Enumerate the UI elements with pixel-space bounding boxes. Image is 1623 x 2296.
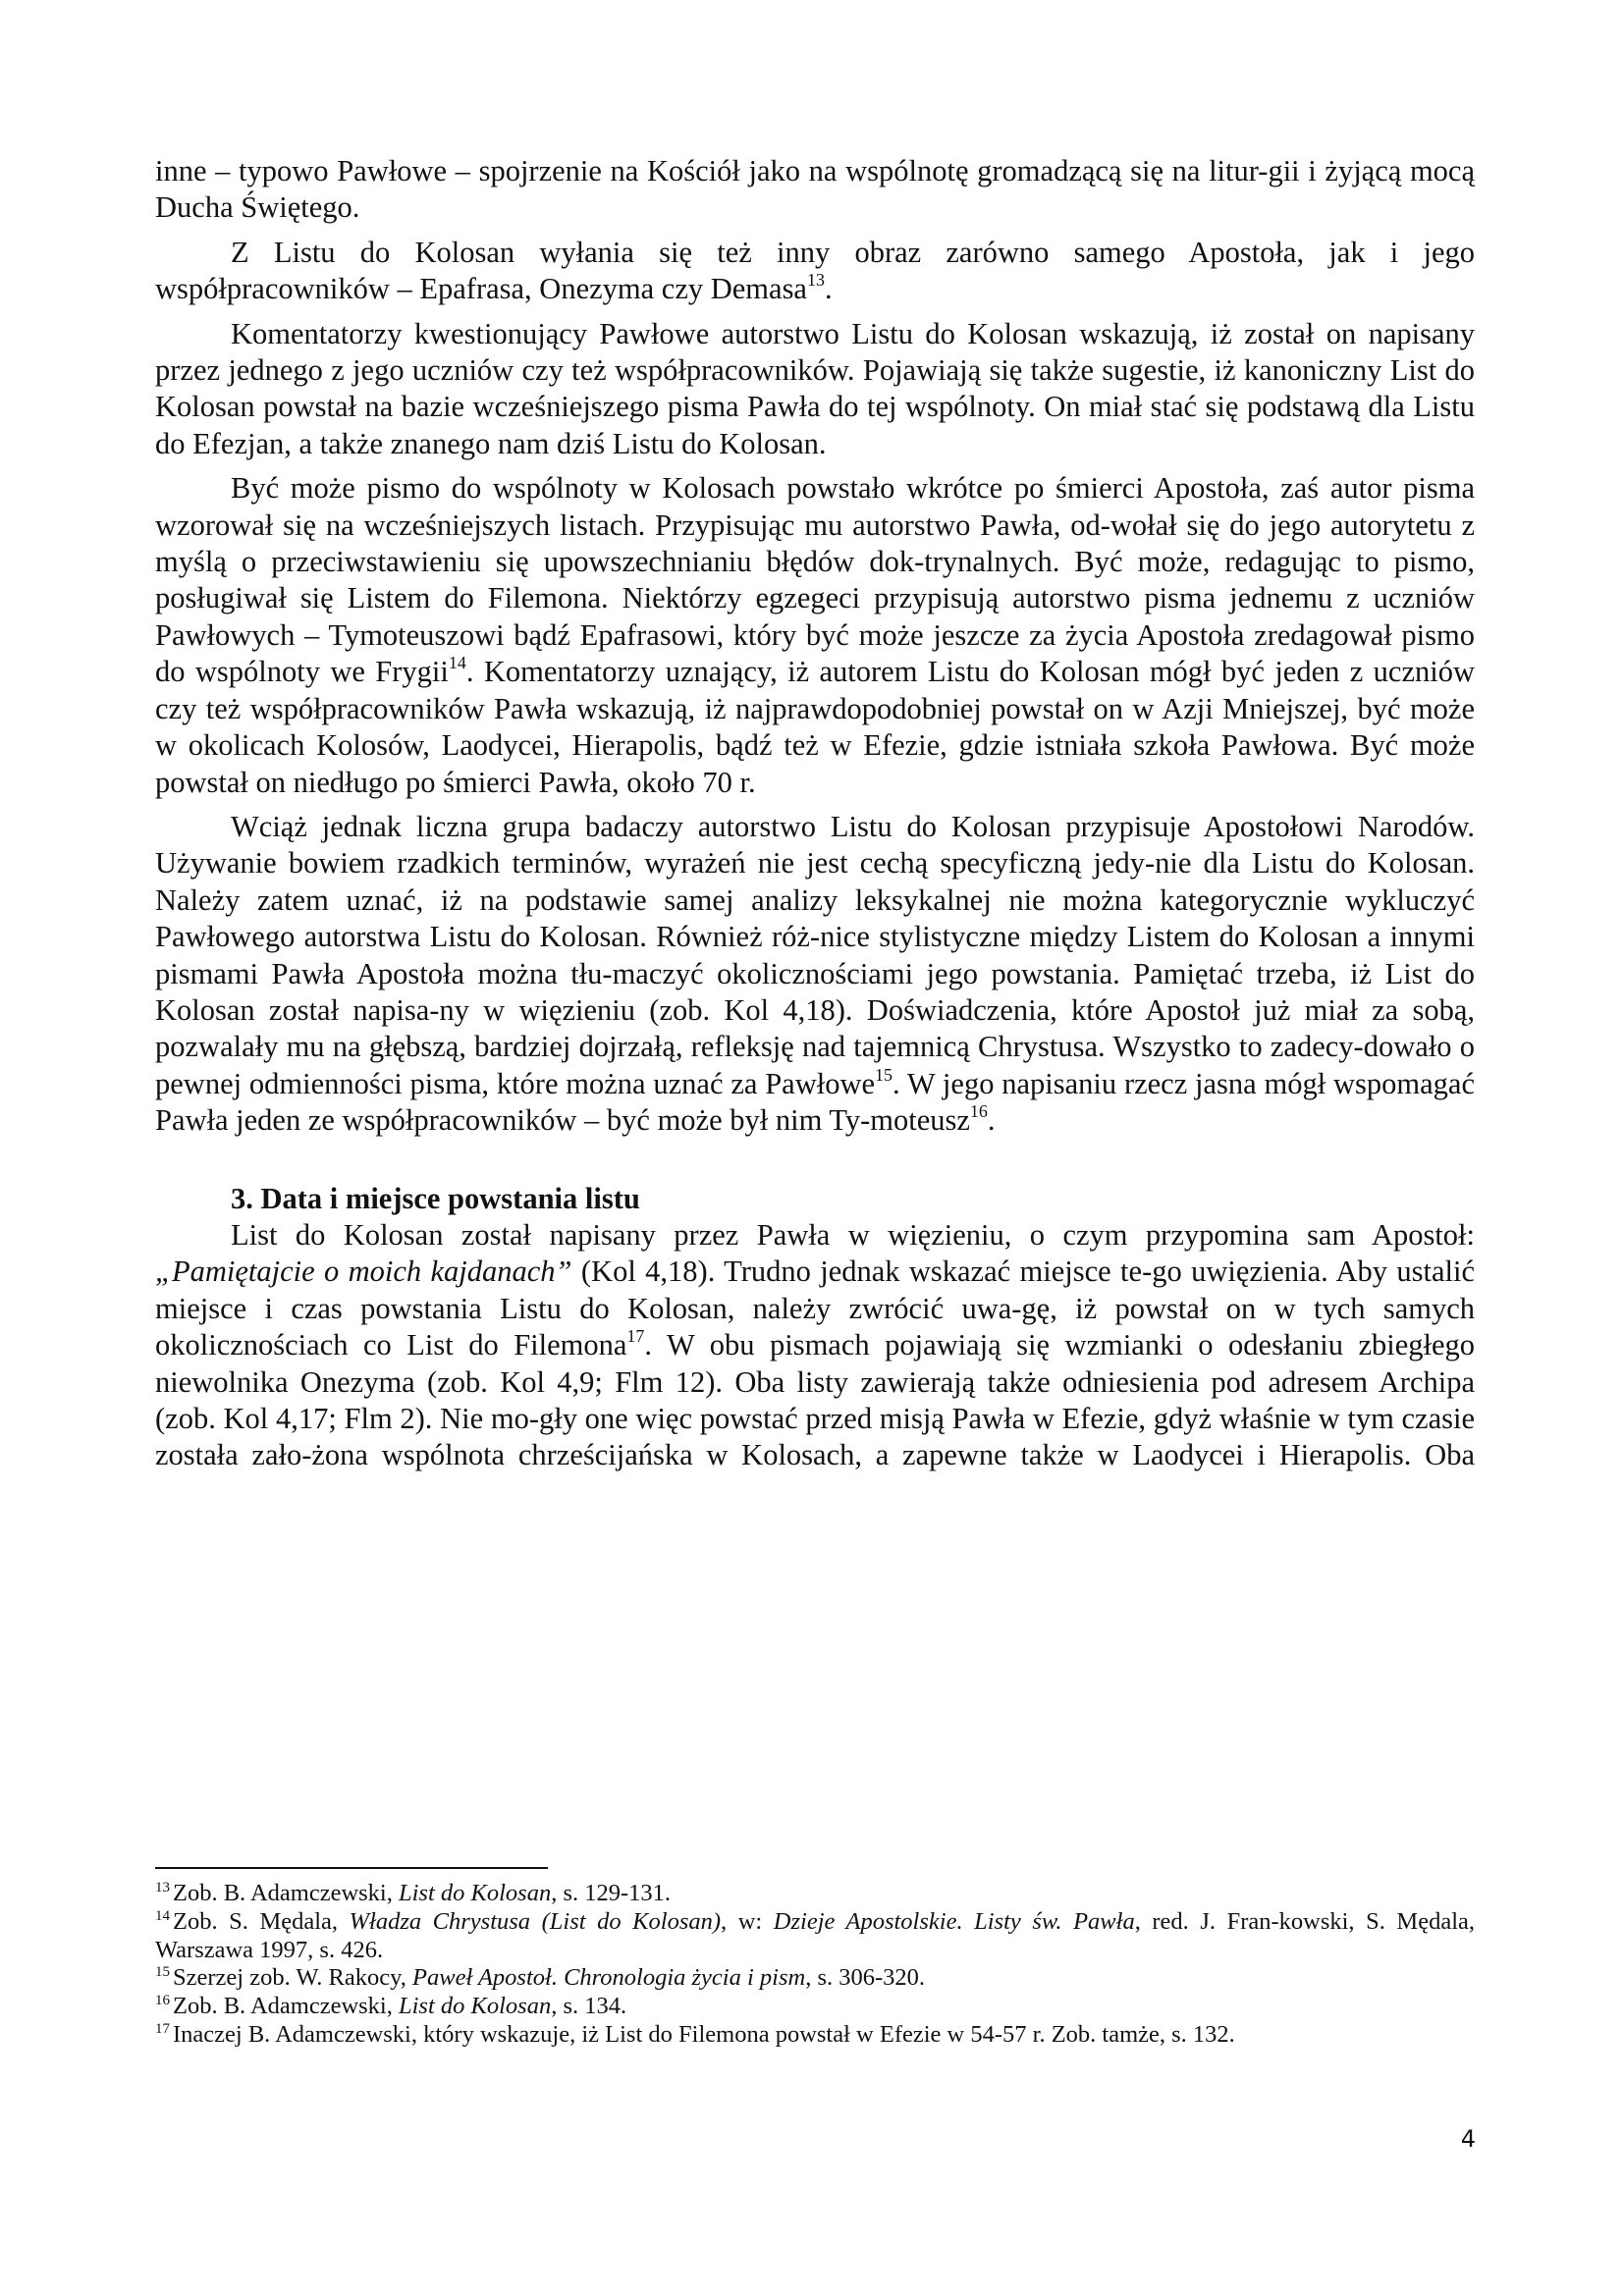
italic-text: Władza Chrystusa (List do Kolosan) (349, 1907, 722, 1935)
text-run: , red. J. Fran-kowski, S. Mędala, Warszawa 1997, s. 426. (155, 1907, 1476, 1963)
text-run: Szerzej zob. W. Rakocy, (173, 1964, 413, 1992)
footnote-reference[interactable]: 13 (806, 270, 825, 291)
text-run: inne – typowo Pawłowe – spojrzenie na Kościół jako na wspólnotę gromadzącą się na litur-gii i żyjącą mocą Ducha Świętego. (155, 154, 1475, 225)
footnote-number: 13 (155, 1879, 170, 1896)
paragraph (155, 809, 1475, 1140)
text-run: Zob. B. Adamczewski, (173, 1993, 399, 2020)
footnote (155, 1993, 1475, 2021)
footnotes (155, 1880, 1475, 2050)
text-run: Inaczej B. Adamczewski, który wskazuje, iż List do Filemona powstał w Efezie w 54-57 r. Zob. tamże, s. 132. (173, 2020, 1235, 2048)
footnote-number: 15 (155, 1964, 170, 1981)
footnote-reference[interactable]: 17 (626, 1326, 645, 1347)
text-run: Z Listu do Kolosan wyłania się też inny obraz zarówno samego Apostoła, jak i jego współpracowników – Epafrasa, Onezyma czy Demasa (155, 235, 1475, 306)
footnote-separator (155, 1867, 548, 1869)
text-run: , s. 306-320. (805, 1964, 926, 1992)
paragraph (155, 470, 1475, 801)
text-run: , s. 134. (551, 1993, 627, 2020)
paragraph (155, 1217, 1475, 1474)
italic-text: Dzieje Apostolskie. Listy św. Pawła (773, 1907, 1135, 1935)
text-run: . W obu pismach pojawiają się wzmianki o odesłaniu zbiegłego niewolnika Onezyma (zob. Kol 4,9; Flm 12). Oba listy zawierają także odniesienia pod adresem Archipa (zob. Kol 4,17; Flm 2). Nie mo-gły one więc powstać przed misją Pawła w Efezie, gdyż właśnie w tym czasie została zało-żona wspólnota chrześcijańska w Kolosach, a zapewne także w Laodycei i Hierapolis. Oba (155, 1328, 1476, 1472)
paragraph (155, 316, 1475, 463)
footnote-reference[interactable]: 14 (448, 653, 466, 673)
document-page (155, 153, 1475, 1482)
footnote (155, 2021, 1475, 2050)
section-heading: 3. Data i miejsce powstania listu (231, 1181, 640, 1215)
text-run: Być może pismo do wspólnoty w Kolosach powstało wkrótce po śmierci Apostoła, zaś autor pisma wzorował się na wcześniejszych listach. Przypisując mu autorstwo Pawła, od-wołał się do jego autorytetu z myślą o przeciwstawieniu się upowszechnianiu błędów dok-trynalnych. Być może, redagując to pismo, posługiwał się Listem do Filemona. Niektórzy egzegeci przypisują autorstwo pisma jednemu z uczniów Pawłowych – Tymoteuszowi bądź Epafrasowi, który być może jeszcze za życia Apostoła zredagował pismo do wspólnoty we Frygii (155, 471, 1475, 689)
text-run: . (824, 272, 833, 306)
text-run: . W jego napisaniu rzecz jasna mógł wspomagać Pawła jeden ze współpracowników – być może był nim Ty-moteusz (155, 1066, 1475, 1138)
footnote-number: 14 (155, 1907, 170, 1924)
text-run: . (987, 1103, 996, 1138)
section-body (155, 1217, 1475, 1474)
text-run: . Komentatorzy uznający, iż autorem Listu do Kolosan mógł być jeden z uczniów czy też współpracowników Pawła wskazują, iż najprawdopodobniej powstał on w Azji Mniejszej, być może w okolicach Kolosów, Laodycei, Hierapolis, bądź też w Efezie, gdzie istniała szkoła Pawłowa. Być może powstał on niedługo po śmierci Pawła, około 70 r. (155, 655, 1475, 799)
text-run: Zob. S. Mędala, (173, 1907, 350, 1935)
text-run: , w: (721, 1907, 774, 1935)
text-run: Wciąż jednak liczna grupa badaczy autorstwo Listu do Kolosan przypisuje Apostołowi Narodów. Używanie bowiem rzadkich terminów, wyrażeń nie jest cechą specyficzną jedy-nie dla Listu do Kolosan. Należy zatem uznać, iż na podstawie samej analizy leksykalnej nie można kategorycznie wykluczyć Pawłowego autorstwa Listu do Kolosan. Również róż-nice stylistyczne między Listem do Kolosan a innymi pismami Pawła Apostoła można tłu-maczyć okolicznościami jego powstania. Pamiętać trzeba, iż List do Kolosan został napisa-ny w więzieniu (zob. Kol 4,18). Doświadczenia, które Apostoł już miał za sobą, pozwalały mu na głębszą, bardziej dojrzałą, refleksję nad tajemnicą Chrystusa. Wszystko to zadecy-dowało o pewnej odmienności pisma, które można uznać za Pawłowe (155, 809, 1475, 1100)
text-run: List do Kolosan został napisany przez Pawła w więzieniu, o czym przypomina sam Apostoł: (231, 1217, 1475, 1252)
body-text (155, 153, 1475, 1140)
footnote-reference[interactable]: 16 (969, 1101, 988, 1121)
page-number: 4 (1460, 2125, 1476, 2153)
italic-text: Paweł Apostoł. Chronologia życia i pism (412, 1964, 806, 1992)
footnote (155, 1908, 1475, 1965)
text-run: , s. 129-131. (551, 1880, 672, 1906)
italic-text: List do Kolosan (399, 1880, 552, 1906)
text-run: Komentatorzy kwestionujący Pawłowe autorstwo Listu do Kolosan wskazują, iż został on napisany przez jednego z jego uczniów czy też współpracowników. Pojawiają się także sugestie, iż kanoniczny List do Kolosan powstał na bazie wcześniejszego pisma Pawła do tej wspólnoty. On miał stać się podstawą dla Listu do Efezjan, a także znanego nam dziś Listu do Kolosan. (155, 316, 1475, 460)
text-run: Zob. B. Adamczewski, (173, 1880, 399, 1906)
footnote (155, 1964, 1475, 1993)
footnote-number: 16 (155, 1993, 170, 2009)
paragraph (155, 235, 1475, 308)
italic-text: List do Kolosan (399, 1993, 552, 2020)
paragraph (155, 153, 1475, 227)
footnote (155, 1880, 1475, 1908)
italic-text: „Pamiętajcie o moich kajdanach” (155, 1255, 572, 1289)
text-run: (Kol 4,18). Trudno jednak wskazać miejsce te-go uwięzienia. Aby ustalić miejsce i czas powstania Listu do Kolosan, należy zwrócić uwa-gę, iż powstał on w tych samych okolicznościach co List do Filemona (155, 1255, 1475, 1362)
footnote-reference[interactable]: 15 (875, 1064, 893, 1085)
footnote-number: 17 (155, 2020, 170, 2037)
